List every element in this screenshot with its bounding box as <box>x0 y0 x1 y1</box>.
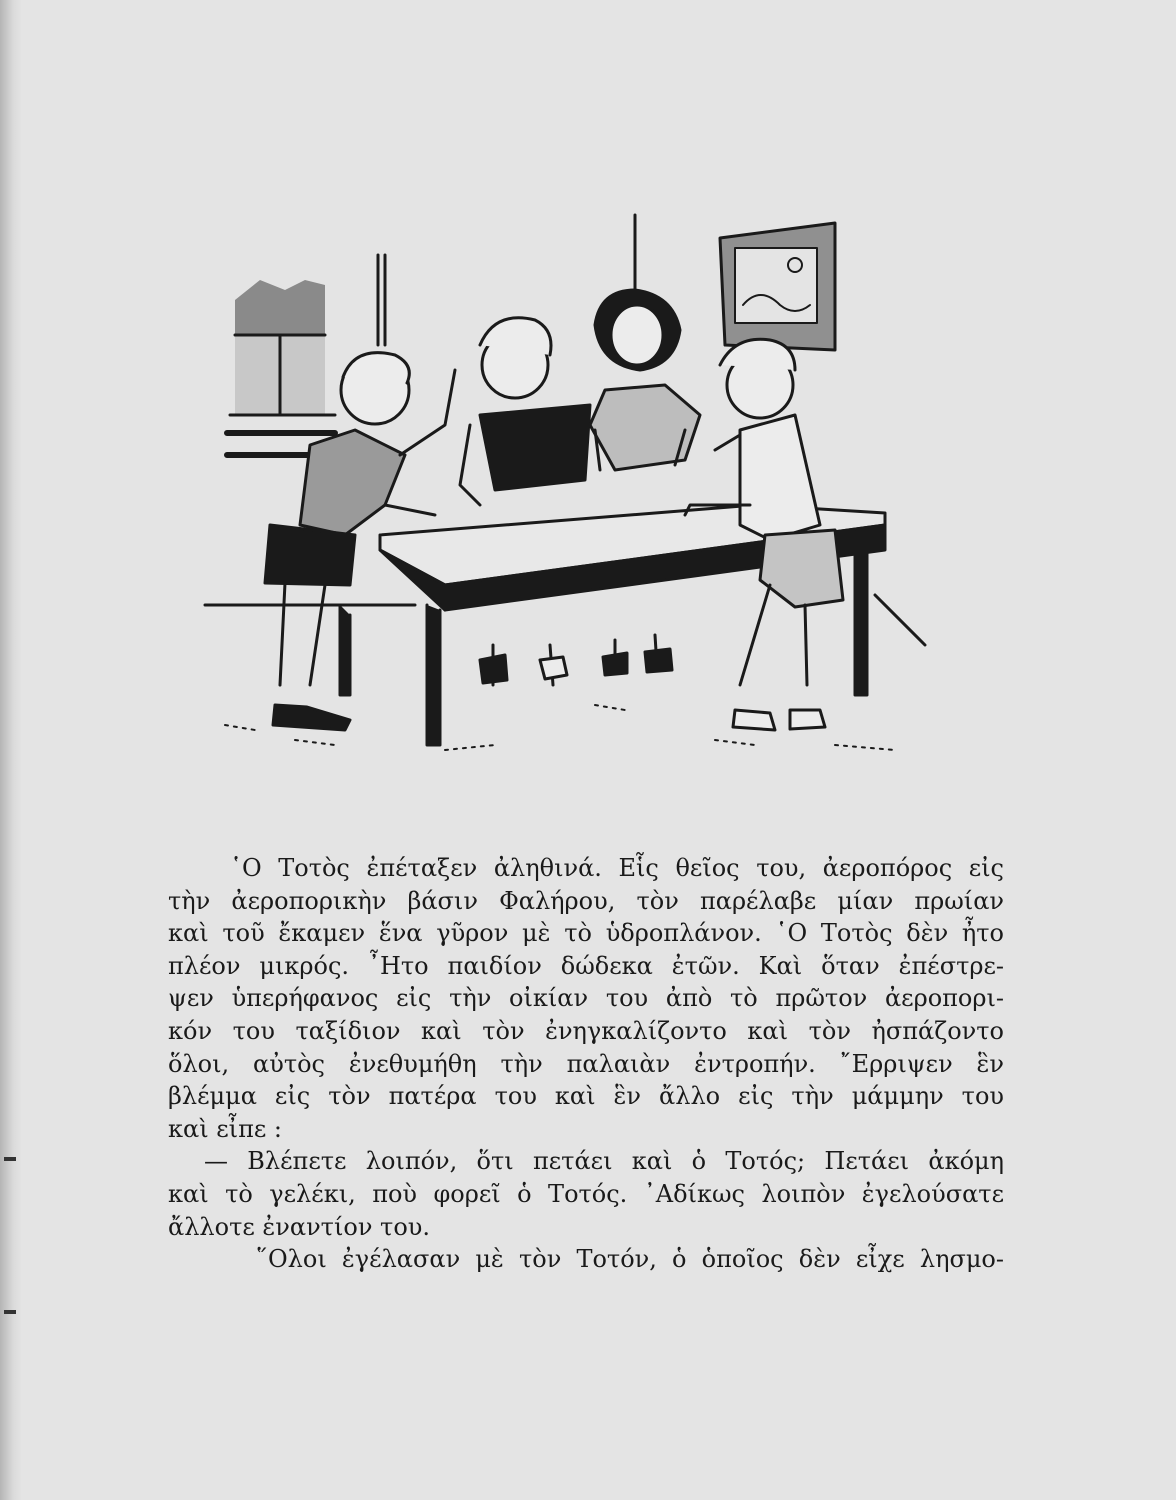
text-line: καὶ εἶπε : <box>168 1114 283 1143</box>
text-line: ῾Ο Τοτὸς ἐπέταξεν ἀληθινά. Εἷς θεῖος του, ἀεροπόρος εἰς <box>230 854 1004 882</box>
text-line: βλέμμα εἰς τὸν πατέρα του καὶ ἓν ἄλλο εἰς τὴν μάμμην του <box>168 1082 1004 1111</box>
text-line: ῞Ολοι ἐγέλασαν μὲ τὸν Τοτόν, ὁ ὁποῖος δὲν εἶχε λησμο- <box>256 1245 1004 1274</box>
text-line: καὶ τοῦ ἔκαμεν ἕνα γῦρον μὲ τὸ ὑδροπλάνον. ῾Ο Τοτὸς δὲν ἦτο <box>168 919 1004 948</box>
page-edge <box>0 0 22 1500</box>
text-line: ἄλλοτε ἐναντίον του. <box>168 1212 430 1241</box>
text-line: τὴν ἀεροπορικὴν βάσιν Φαλήρου, τὸν παρέλαβε μίαν πρωίαν <box>168 886 1004 915</box>
text-line: κόν του ταξίδιον καὶ τὸν ἐνηγκαλίζοντο καὶ τὸν ἠσπάζοντο <box>168 1016 1004 1045</box>
text-line: καὶ τὸ γελέκι, ποὺ φορεῖ ὁ Τοτός. ᾿Αδίκως λοιπὸν ἐγελούσατε <box>168 1179 1004 1208</box>
text-line: ὅλοι, αὐτὸς ἐνεθυμήθη τὴν παλαιὰν ἐντροπήν. ῎Ερριψεν ἓν <box>168 1049 1004 1078</box>
wall-picture <box>720 223 835 350</box>
child-center-boy <box>460 318 590 685</box>
text-line: ψεν ὑπερήφανος εἰς τὴν οἰκίαν του ἀπὸ τὸ πρῶτον ἀεροπορι- <box>168 984 1004 1013</box>
edge-mark <box>4 1310 16 1314</box>
edge-mark <box>4 1157 16 1161</box>
text-line: — Βλέπετε λοιπόν, ὅτι πετάει καὶ ὁ Τοτός; Πετάει ἀκόμη <box>204 1147 1004 1176</box>
classroom-illustration <box>195 205 930 770</box>
body-text <box>168 852 1004 1276</box>
text-line: πλέον μικρός. ῏Ητο παιδίον δώδεκα ἐτῶν. Καὶ ὅταν ἐπέστρε- <box>168 951 1004 980</box>
child-center-girl <box>590 290 700 675</box>
